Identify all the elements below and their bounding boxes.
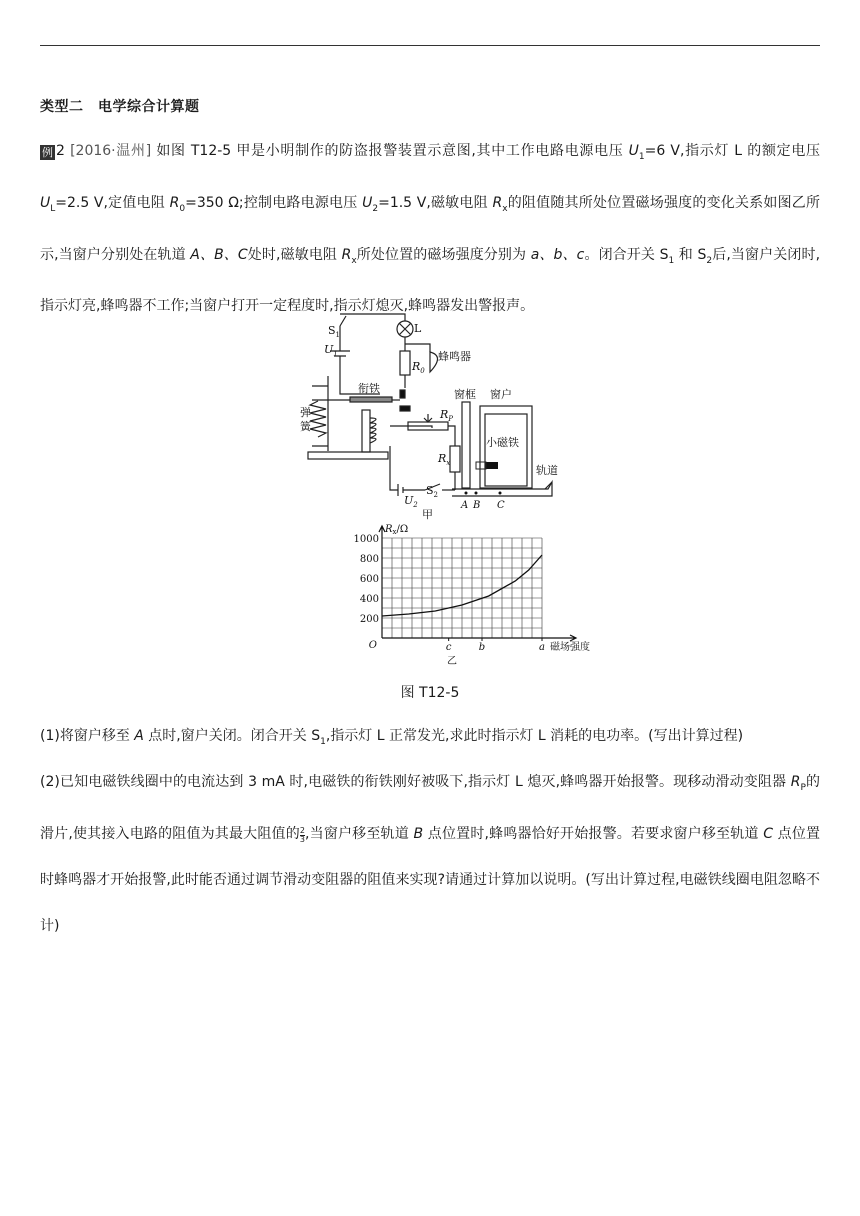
example-text: =1.5 V,磁敏电阻 [378, 194, 493, 211]
label-point-c: C [497, 500, 505, 511]
y-tick-label: 200 [359, 614, 379, 625]
subscript: x [351, 255, 357, 266]
label-track: 轨道 [536, 464, 558, 477]
header-rule [40, 45, 820, 46]
example-text: 后,当窗户关闭时,指示灯亮,蜂鸣器不工作;当窗户打开一定程度时,指示灯熄灭,蜂鸣器发出警报声。 [40, 246, 821, 315]
svg-text:簧: 簧 [300, 420, 311, 433]
chart-label: 乙 [447, 656, 457, 667]
subscript: 1 [320, 736, 326, 747]
label-s1: $S_1$ [328, 324, 341, 339]
question-text: (1)将窗户移至 [40, 728, 135, 744]
rx-field-chart [340, 520, 590, 670]
symbol: R [790, 774, 801, 790]
question-text: ,指示灯 L 正常发光,求此时指示灯 L 消耗的电功率。(写出计算过程) [325, 728, 744, 744]
subscript: 2 [372, 203, 379, 214]
symbol: A [134, 728, 144, 744]
subscript: 0 [179, 203, 186, 214]
label-rp: $R_P$ [440, 408, 454, 423]
symbol: R [492, 194, 503, 211]
label-point-b: B [473, 500, 481, 511]
fraction-denominator: 3 [299, 834, 305, 844]
subscript: 1 [638, 151, 645, 162]
example-badge: 例 [42, 146, 53, 159]
example-text: 处时,磁敏电阻 [247, 246, 342, 263]
subscript: x [502, 203, 508, 214]
label-buzzer: 蜂鸣器 [438, 350, 471, 363]
question-text: (2)已知电磁铁线圈中的电流达到 3 mA 时,电磁铁的衔铁刚好被吸下,指示灯 L 熄灭,蜂鸣器开始报警。现移动滑动变阻器 [40, 774, 791, 790]
x-mark-label: c [445, 642, 452, 653]
example-text: 。闭合开关 S [584, 246, 669, 263]
label-frame: 窗框 [454, 388, 476, 401]
label-u2: $U_2$ [404, 494, 418, 509]
symbol: A、B、C [190, 246, 248, 263]
x-axis [382, 635, 576, 641]
symbol: R [341, 246, 352, 263]
symbol: C [763, 825, 774, 842]
origin-label: O [368, 640, 377, 651]
example-paragraph [40, 128, 820, 329]
x-mark-label: b [478, 642, 486, 653]
example-text: 如图 T12-5 甲是小明制作的防盗报警装置示意图,其中工作电路电源电压 [156, 143, 629, 159]
label-lamp: L [414, 322, 422, 335]
label-r0: $R_0$ [412, 360, 425, 375]
example-text: =350 Ω;控制电路电源电压 [185, 194, 363, 211]
y-axis-label: $R_x/\Omega$ [385, 524, 409, 536]
symbol: U [628, 143, 639, 159]
example-text: =6 V,指示灯 L 的额定电压 [644, 143, 821, 159]
y-tick-label: 400 [359, 594, 379, 605]
question-2 [40, 759, 820, 949]
svg-text:弹: 弹 [300, 406, 311, 419]
symbol: a、b、c [530, 246, 585, 263]
subscript: 2 [706, 255, 713, 266]
example-number: 2 [56, 143, 65, 159]
section-title: 类型二 电学综合计算题 [40, 99, 200, 115]
example-source: [2016·温州] [70, 143, 152, 159]
symbol: U [362, 194, 373, 211]
x-mark-label: a [539, 642, 545, 653]
label-jia: 甲 [422, 508, 433, 521]
symbol: R [169, 194, 180, 211]
example-text: =2.5 V,定值电阻 [55, 194, 170, 211]
question-text: 点位置时,蜂鸣器恰好开始报警。若要求窗户移至轨道 [423, 825, 764, 842]
example-text: 的阻值随其所处位置磁场强度的变化关系如图乙所示,当窗户分别处在轨道 [40, 194, 820, 263]
subscript: P [800, 782, 806, 793]
y-tick-label: 600 [359, 574, 379, 585]
x-axis-label: 磁场强度 [550, 642, 590, 653]
label-magnet: 小磁铁 [486, 436, 519, 449]
label-spring [300, 405, 312, 433]
fraction-numerator: 2 [299, 825, 305, 835]
label-rx: $R_x$ [438, 452, 451, 467]
label-point-a: A [461, 500, 469, 511]
question-text: 点时,窗户关闭。闭合开关 S [143, 728, 321, 744]
question-1 [40, 713, 820, 765]
y-tick-label: 800 [359, 554, 379, 565]
circuit-diagram [300, 306, 560, 520]
symbol: B [413, 825, 424, 842]
subscript: L [50, 203, 56, 214]
symbol: U [40, 194, 51, 211]
example-text: 所处位置的磁场强度分别为 [356, 246, 531, 263]
subscript: 1 [668, 255, 675, 266]
label-u1: $U_1$ [324, 343, 338, 358]
example-text: 和 S [674, 246, 707, 263]
question-text: ,当窗户移至轨道 [305, 825, 414, 842]
y-axis [379, 526, 385, 638]
label-s2: $S_2$ [426, 484, 439, 499]
question-text: 点位置时蜂鸣器才开始报警,此时能否通过调节滑动变阻器的阻值来实现?请通过计算加以说明。(写出计算过程,电磁铁线圈电阻忽略不计) [40, 825, 821, 934]
figure-caption: 图 T12-5 [400, 685, 460, 701]
label-window: 窗户 [490, 388, 512, 401]
question-text: 的滑片,使其接入电路的阻值为其最大阻值的 [40, 774, 820, 842]
y-tick-label: 1000 [353, 534, 379, 545]
label-armature: 衔铁 [358, 382, 380, 395]
